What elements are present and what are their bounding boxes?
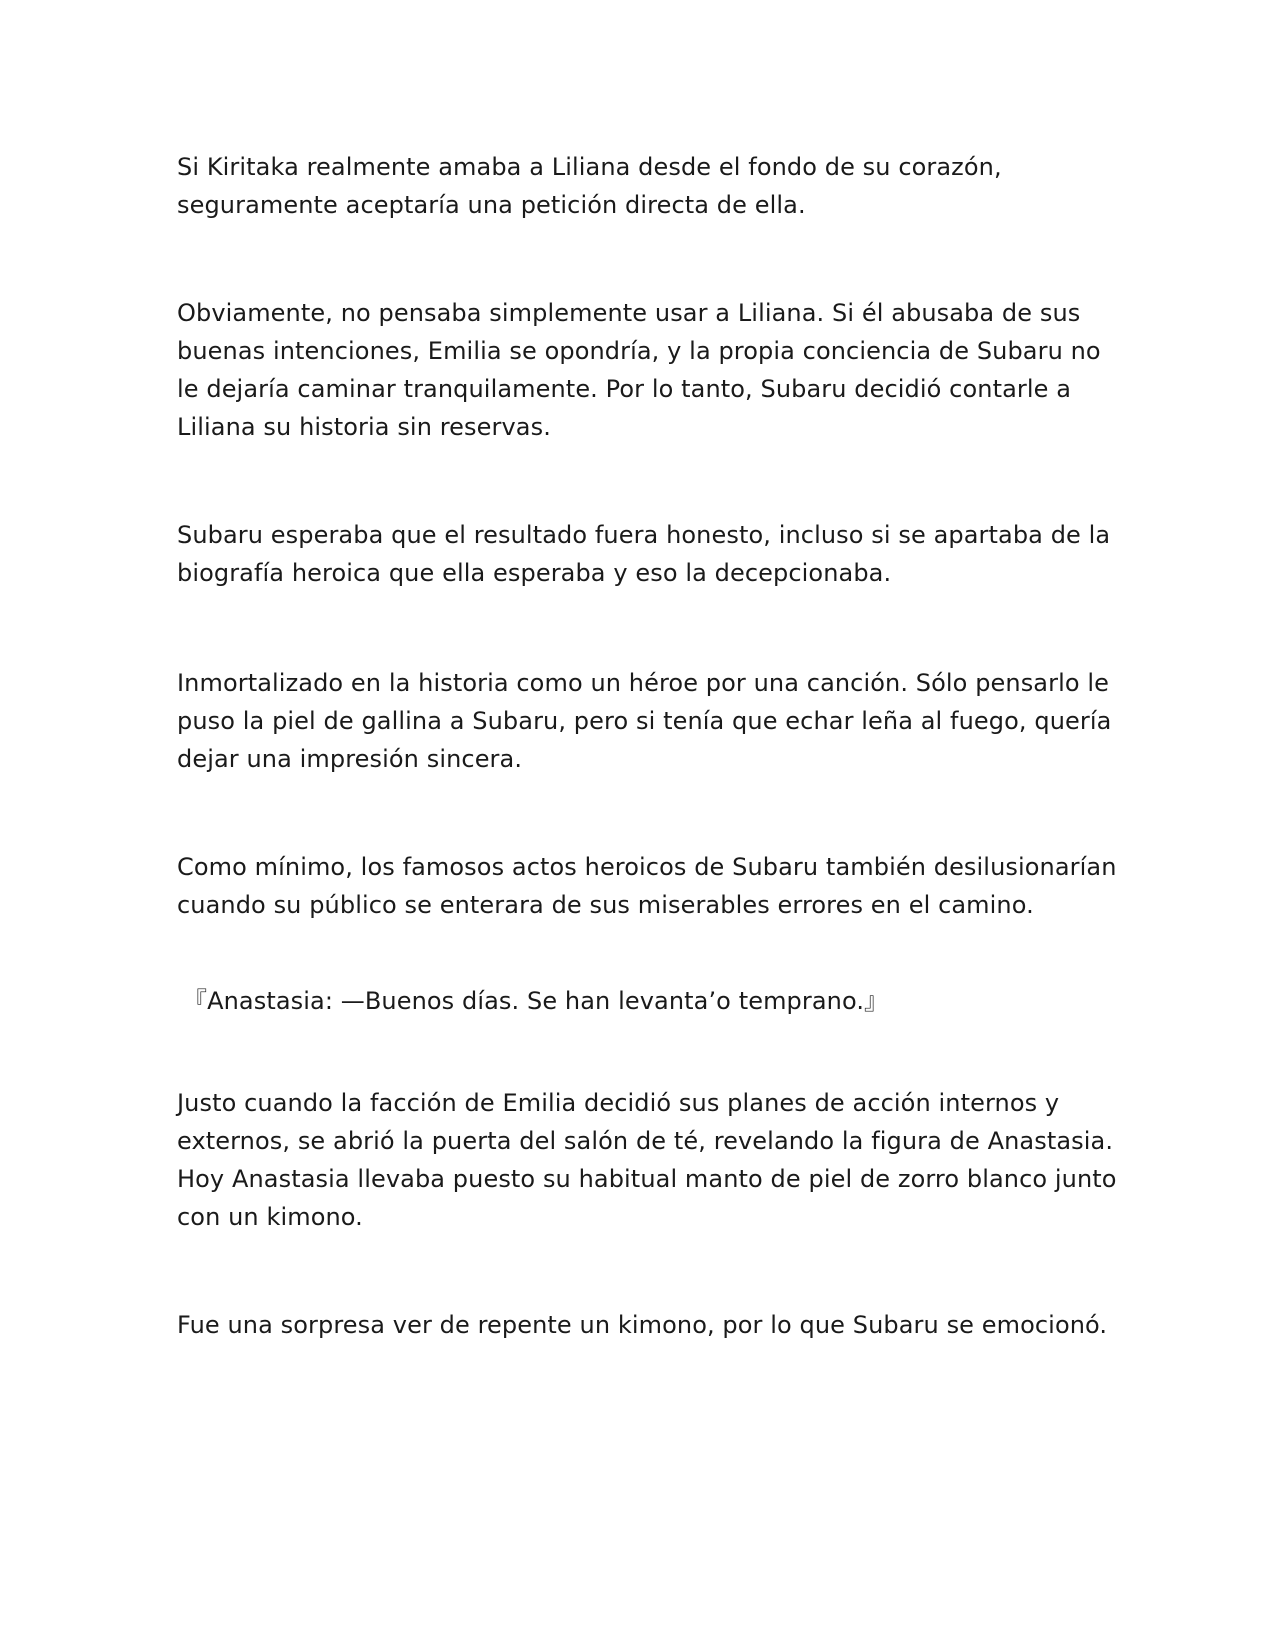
paragraph-4 [177,664,1125,778]
text-line: externos, se abrió la puerta del salón de té, revelando la figura de Anastasia. [177,1127,1114,1155]
text-line: seguramente aceptaría una petición directa de ella. [177,191,806,219]
text-line: dejar una impresión sincera. [177,745,523,773]
paragraph-1 [177,148,1125,224]
text-line: Fue una sorpresa ver de repente un kimono, por lo que Subaru se emocionó. [177,1311,1108,1339]
text-line: puso la piel de gallina a Subaru, pero si tenía que echar leña al fuego, quería [177,707,1112,735]
paragraph-2 [177,294,1125,446]
text-line: Como mínimo, los famosos actos heroicos de Subaru también desilusionarían [177,853,1117,881]
text-line: Inmortalizado en la historia como un héroe por una canción. Sólo pensarlo le [177,669,1109,697]
dialogue-line [177,982,1125,1020]
text-line: Liliana su historia sin reservas. [177,413,551,441]
text-line: biografía heroica que ella esperaba y eso la decepcionaba. [177,559,892,587]
text-line: Hoy Anastasia llevaba puesto su habitual manto de piel de zorro blanco junto [177,1165,1117,1193]
text-line: Justo cuando la facción de Emilia decidió sus planes de acción internos y [177,1089,1060,1117]
text-line: cuando su público se enterara de sus miserables errores en el camino. [177,891,1034,919]
text-line: buenas intenciones, Emilia se opondría, y la propia conciencia de Subaru no [177,337,1101,365]
text-line: Subaru esperaba que el resultado fuera honesto, incluso si se apartaba de la [177,521,1111,549]
paragraph-8 [177,1306,1125,1344]
paragraph-5 [177,848,1125,924]
text-line: Si Kiritaka realmente amaba a Liliana desde el fondo de su corazón, [177,153,1002,181]
text-line: 『Anastasia: —Buenos días. Se han levanta’o temprano.』 [183,987,889,1015]
text-line: con un kimono. [177,1203,363,1231]
text-line: Obviamente, no pensaba simplemente usar a Liliana. Si él abusaba de sus [177,299,1081,327]
paragraph-3 [177,516,1125,592]
text-line: le dejaría caminar tranquilamente. Por lo tanto, Subaru decidió contarle a [177,375,1072,403]
paragraph-7 [177,1084,1125,1236]
